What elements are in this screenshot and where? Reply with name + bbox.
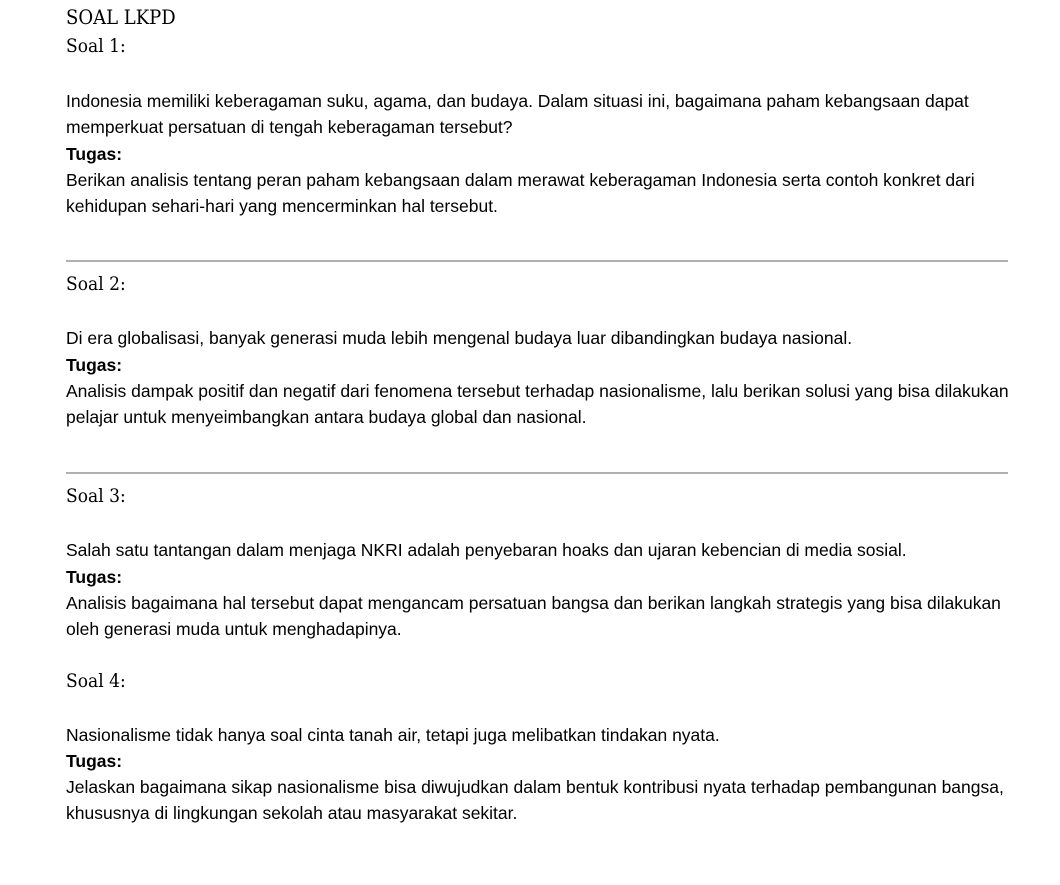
question-4-task-text: Jelaskan bagaimana sikap nasionalisme bisa diwujudkan dalam bentuk kontribusi nyata terhadap pembangunan bangsa, khususnya di lingkungan sekolah atau masyarakat sekitar.	[66, 777, 1004, 823]
question-4-heading: Soal 4:	[66, 670, 126, 692]
question-3-text: Salah satu tantangan dalam menjaga NKRI adalah penyebaran hoaks dan ujaran kebencian di media sosial.	[66, 540, 907, 560]
question-4-task-label: Tugas:	[66, 751, 123, 771]
question-3-heading: Soal 3:	[66, 485, 126, 507]
question-2-task-text: Analisis dampak positif dan negatif dari fenomena tersebut terhadap nasionalisme, lalu berikan solusi yang bisa dilakukan pelajar untuk menyeimbangkan antara budaya global dan nasional.	[66, 381, 1009, 427]
question-3-task-label: Tugas:	[66, 567, 123, 587]
question-4-text: Nasionalisme tidak hanya soal cinta tanah air, tetapi juga melibatkan tindakan nyata.	[66, 725, 720, 745]
question-1-task-label: Tugas:	[66, 144, 123, 164]
question-3-task-text: Analisis bagaimana hal tersebut dapat mengancam persatuan bangsa dan berikan langkah strategis yang bisa dilakukan oleh generasi muda untuk menghadapinya.	[66, 593, 1001, 639]
section-divider	[66, 472, 1008, 474]
section-divider	[66, 260, 1008, 262]
question-1-task-text: Berikan analisis tentang peran paham kebangsaan dalam merawat keberagaman Indonesia serta contoh konkret dari kehidupan sehari-hari yang mencerminkan hal tersebut.	[66, 170, 975, 216]
question-2-text: Di era globalisasi, banyak generasi muda lebih mengenal budaya luar dibandingkan budaya nasional.	[66, 328, 853, 348]
question-2-heading: Soal 2:	[66, 273, 126, 295]
question-1-text: Indonesia memiliki keberagaman suku, agama, dan budaya. Dalam situasi ini, bagaimana paham kebangsaan dapat memperkuat persatuan di tengah keberagaman tersebut?	[66, 91, 969, 137]
question-2-task-label: Tugas:	[66, 355, 123, 375]
worksheet-title: SOAL LKPD	[66, 5, 176, 29]
question-1-heading: Soal 1:	[66, 35, 126, 57]
